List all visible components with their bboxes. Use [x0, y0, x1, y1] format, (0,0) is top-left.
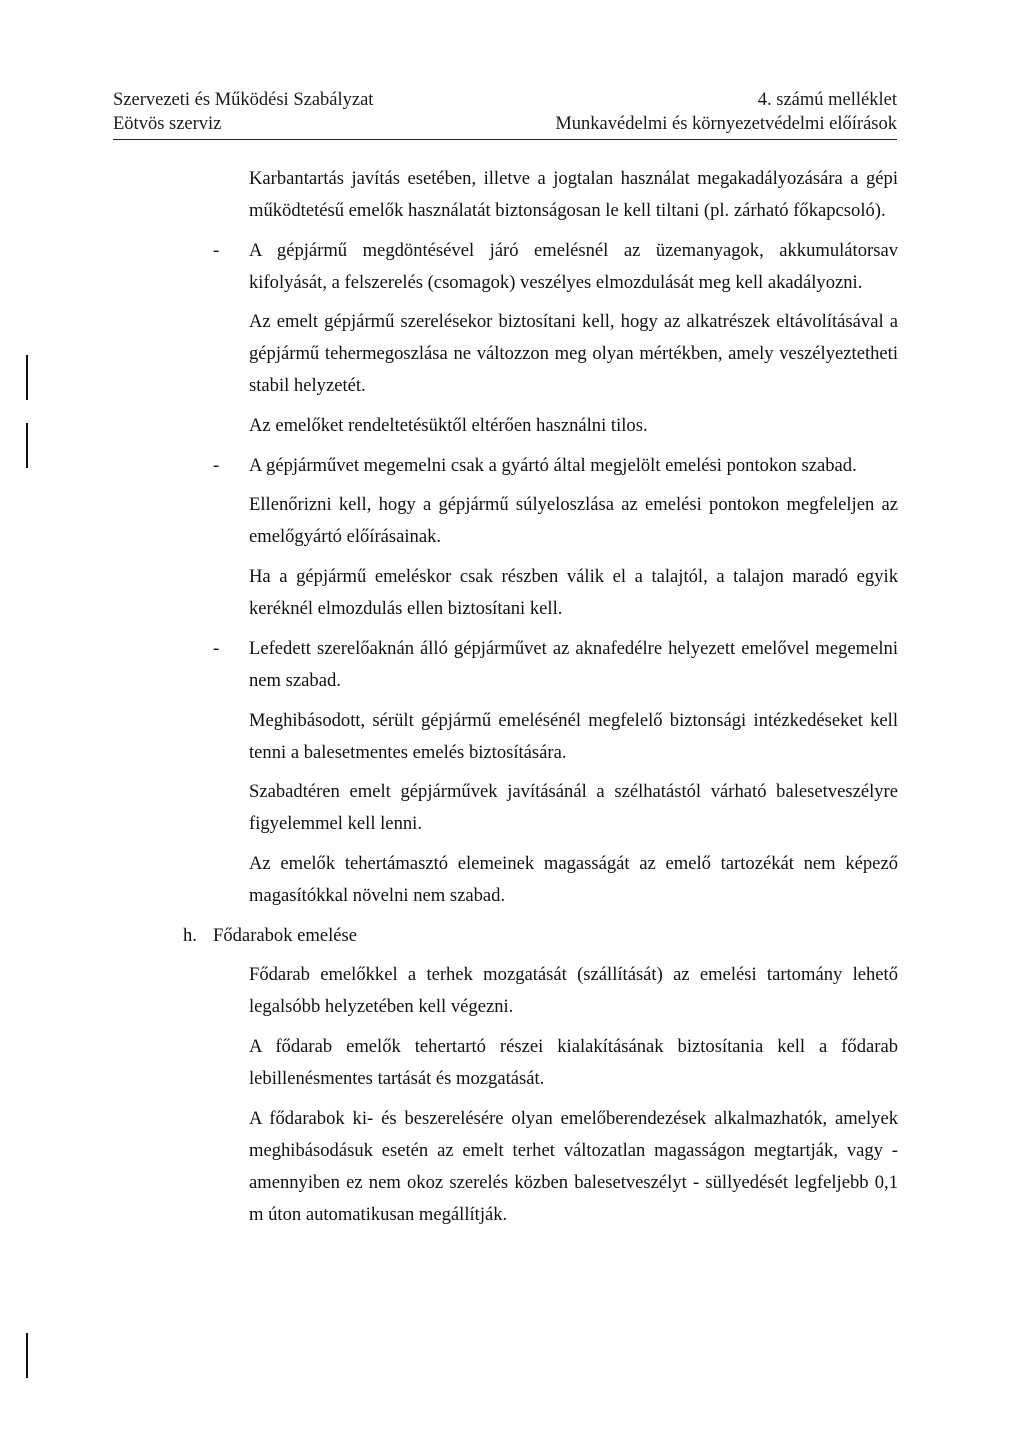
margin-change-bar	[26, 423, 28, 468]
header-row-2	[113, 112, 897, 136]
paragraph: Az emelők tehertámasztó elemeinek magasságát az emelő tartozékát nem képező magasítókkal növelni nem szabad.	[249, 852, 898, 906]
paragraph: Ha a gépjármű emeléskor csak részben válik el a talajtól, a talajon maradó egyik keréknél elmozdulás ellen biztosítani kell.	[249, 566, 898, 620]
bullet-text: A gépjárművet megemelni csak a gyártó által megjelölt emelési pontokon szabad.	[249, 454, 857, 476]
paragraph: Meghibásodott, sérült gépjármű emelésénél megfelelő biztonsági intézkedéseket kell tenni a balesetmentes emelés biztosítására.	[249, 709, 898, 763]
bullet-item	[213, 235, 898, 299]
margin-change-bar	[26, 355, 28, 400]
section-heading	[183, 920, 898, 952]
document-title: Szervezeti és Működési Szabályzat	[113, 90, 374, 110]
header-row-1	[113, 88, 897, 112]
section-title: Fődarabok emelése	[213, 924, 358, 946]
paragraph: Ellenőrizni kell, hogy a gépjármű súlyeloszlása az emelési pontokon megfeleljen az emelőgyártó előírásainak.	[249, 494, 898, 548]
margin-change-bar	[26, 1333, 28, 1378]
bullet-text: Lefedett szerelőaknán álló gépjárművet az aknafedélre helyezett emelővel megemelni nem szabad.	[249, 637, 898, 691]
page-body	[183, 163, 898, 1231]
paragraph: Karbantartás javítás esetében, illetve a jogtalan használat megakadályozására a gépi működtetésű emelők használatát biztonságosan le kell tiltani (pl. zárható főkapcsoló).	[249, 168, 898, 221]
paragraph: A fődarabok ki- és beszerelésére olyan emelőberendezések alkalmazhatók, amelyek meghibásodásuk esetén az emelt terhet változatlan magasságon megtartják, vagy - amennyiben ez nem okoz szerelés közben balesetveszélyt - süllyedését legfeljebb 0,1 m úton automatikusan megállítják.	[249, 1107, 898, 1225]
paragraph: Az emelt gépjármű szerelésekor biztosítani kell, hogy az alkatrészek eltávolításával a gépjármű tehermegoszlása ne változzon meg olyan mértékben, amely veszélyeztetheti stabil helyzetét.	[249, 311, 898, 397]
bullet-dash: -	[213, 637, 220, 659]
paragraph: Szabadtéren emelt gépjárművek javításánál a szélhatástól várható balesetveszélyre figyelemmel kell lenni.	[249, 781, 898, 835]
bullet-dash: -	[213, 454, 220, 476]
section-marker: h.	[183, 924, 197, 946]
paragraph: A fődarab emelők tehertartó részei kialakításának biztosítania kell a fődarab lebillenésmentes tartását és mozgatását.	[249, 1035, 898, 1089]
bullet-dash: -	[213, 239, 220, 261]
organization-name: Eötvös szerviz	[113, 114, 222, 134]
bullet-item	[213, 633, 898, 697]
paragraph: Az emelőket rendeltetésüktől eltérően használni tilos.	[249, 415, 648, 437]
page-header	[113, 88, 897, 140]
bullet-item	[213, 450, 898, 482]
annex-number: 4. számú melléklet	[757, 90, 897, 110]
paragraph: Fődarab emelőkkel a terhek mozgatását (szállítását) az emelési tartomány lehető legalsóbb helyzetében kell végezni.	[249, 964, 898, 1018]
bullet-text: A gépjármű megdöntésével járó emelésnél az üzemanyagok, akkumulátorsav kifolyását, a felszerelés (csomagok) veszélyes elmozdulását meg kell akadályozni.	[249, 239, 898, 293]
annex-title: Munkavédelmi és környezetvédelmi előírások	[555, 114, 897, 134]
